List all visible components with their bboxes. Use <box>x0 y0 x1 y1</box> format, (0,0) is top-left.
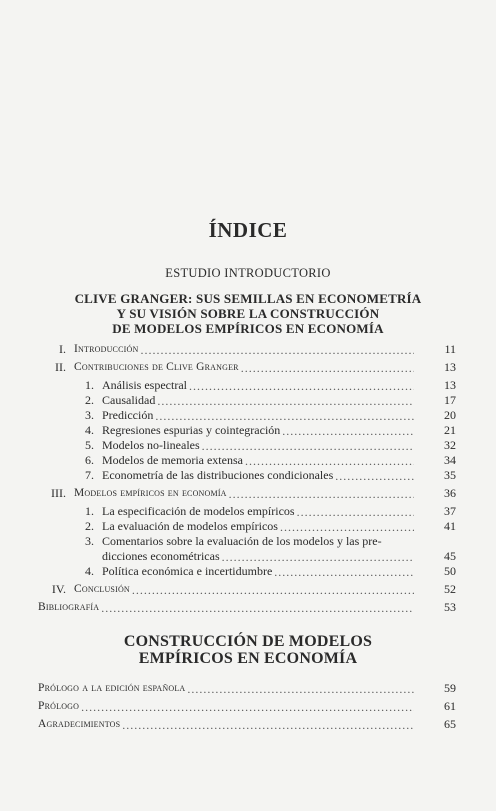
toc-entry <box>28 485 416 501</box>
toc-entry <box>74 377 416 393</box>
subtitle-line-1: CLIVE GRANGER: SUS SEMILLAS EN ECONOMETRÍA <box>74 291 422 306</box>
toc-leader-dots <box>297 505 414 519</box>
toc-entry-number: 4. <box>85 564 94 578</box>
toc-entry-number: 2. <box>85 519 94 533</box>
toc-entry-title: Modelos empíricos en economía <box>74 487 227 499</box>
section2-title-line-2: EMPÍRICOS EN ECONOMÍA <box>138 650 358 667</box>
toc-entry <box>38 680 416 696</box>
toc-entry <box>74 422 416 438</box>
toc-entry-page: 32 <box>444 438 456 452</box>
subtitle-line-3: DE MODELOS EMPÍRICOS EN ECONOMÍA <box>112 321 384 336</box>
toc-entry-page: 13 <box>444 360 456 374</box>
section2-title-line-1: CONSTRUCCIÓN DE MODELOS <box>123 633 373 650</box>
toc-entry-title: La especificación de modelos empíricos <box>102 504 295 518</box>
toc-entry-title: Modelos de memoria extensa <box>102 453 243 467</box>
toc-entry-number: IV. <box>51 582 66 596</box>
toc-leader-dots <box>81 700 414 714</box>
toc-leader-dots <box>335 469 414 483</box>
toc-entry-title: Bibliografía <box>38 601 100 613</box>
toc-entry <box>74 437 416 453</box>
toc-entry-page: 11 <box>444 342 456 356</box>
toc-entry-number: 3. <box>85 534 94 548</box>
toc-entry-page: 13 <box>444 378 456 392</box>
toc-entry <box>74 533 426 549</box>
toc-leader-dots <box>157 394 414 408</box>
toc-entry-title: Introducción <box>74 343 139 355</box>
toc-entry-number: 6. <box>85 453 94 467</box>
toc-leader-dots <box>222 550 414 564</box>
toc-entry-title: Política económica e incertidumbre <box>102 564 273 578</box>
toc-leader-dots <box>101 601 414 615</box>
toc-entry-title: Prólogo a la edición española <box>38 682 186 694</box>
toc-entry <box>38 599 416 615</box>
toc-leader-dots <box>187 682 414 696</box>
toc-entry-title: Causalidad <box>102 393 156 407</box>
toc-entry-title: Prólogo <box>38 700 80 712</box>
toc-leader-dots <box>189 379 414 393</box>
toc-leader-dots <box>274 565 414 579</box>
toc-leader-dots <box>241 361 414 375</box>
toc-entry <box>74 518 416 534</box>
toc-entry-page: 36 <box>444 486 456 500</box>
toc-entry-page: 52 <box>444 582 456 596</box>
toc-entry-page: 41 <box>444 519 456 533</box>
toc-leader-dots <box>282 424 414 438</box>
toc-entry-page: 17 <box>444 393 456 407</box>
toc-leader-dots <box>229 487 414 501</box>
toc-entry <box>74 452 416 468</box>
toc-entry-number: II. <box>55 360 66 374</box>
toc-entry-title: Predicción <box>102 408 154 422</box>
toc-entry-page: 35 <box>444 468 456 482</box>
section-heading-estudio: ESTUDIO INTRODUCTORIO <box>165 266 331 280</box>
toc-entry-number: 1. <box>85 504 94 518</box>
toc-entry-title: Contribuciones de Clive Granger <box>74 361 239 373</box>
toc-leader-dots <box>245 454 414 468</box>
toc-entry-number: I. <box>59 342 66 356</box>
toc-entry-title: Agradecimientos <box>38 718 121 730</box>
toc-entry-page: 53 <box>444 600 456 614</box>
toc-entry-page: 45 <box>444 549 456 563</box>
toc-entry-page: 59 <box>444 681 456 695</box>
toc-entry-number: III. <box>51 486 66 500</box>
toc-entry-number: 5. <box>85 438 94 452</box>
toc-leader-dots <box>155 409 414 423</box>
toc-leader-dots <box>122 718 414 732</box>
subtitle-line-2: Y SU VISIÓN SOBRE LA CONSTRUCCIÓN <box>116 306 380 321</box>
toc-entry-page: 34 <box>444 453 456 467</box>
toc-entry-title: La evaluación de modelos empíricos <box>102 519 278 533</box>
toc-entry-title: Comentarios sobre la evaluación de los modelos y las pre- <box>102 534 382 548</box>
toc-entry <box>74 467 416 483</box>
toc-entry-page: 21 <box>444 423 456 437</box>
toc-entry-page: 20 <box>444 408 456 422</box>
toc-entry <box>74 563 416 579</box>
toc-entry-title: Modelos no-lineales <box>102 438 200 452</box>
toc-entry-number: 7. <box>85 468 94 482</box>
toc-entry-number: 1. <box>85 378 94 392</box>
toc-leader-dots <box>132 583 414 597</box>
toc-entry-title: dicciones econométricas <box>102 549 220 563</box>
toc-entry <box>38 716 416 732</box>
toc-entry <box>74 392 416 408</box>
toc-entry-page: 65 <box>444 717 456 731</box>
toc-entry <box>102 548 416 564</box>
toc-entry <box>74 407 416 423</box>
toc-entry <box>38 698 416 714</box>
toc-entry-number: 2. <box>85 393 94 407</box>
toc-entry-number: 3. <box>85 408 94 422</box>
toc-entry-page: 37 <box>444 504 456 518</box>
page-title: ÍNDICE <box>208 218 288 242</box>
toc-entry-title: Análisis espectral <box>102 378 187 392</box>
toc-entry-title: Conclusión <box>74 583 130 595</box>
toc-leader-dots <box>280 520 414 534</box>
toc-entry-page: 50 <box>444 564 456 578</box>
toc-leader-dots <box>202 439 414 453</box>
toc-entry <box>74 503 416 519</box>
toc-entry-page: 61 <box>444 699 456 713</box>
toc-entry-title: Regresiones espurias y cointegración <box>102 423 281 437</box>
toc-entry <box>28 359 416 375</box>
toc-entry-title: Econometría de las distribuciones condicionales <box>102 468 334 482</box>
toc-entry <box>28 341 416 357</box>
toc-entry-number: 4. <box>85 423 94 437</box>
toc-leader-dots <box>140 343 414 357</box>
toc-entry <box>28 581 416 597</box>
